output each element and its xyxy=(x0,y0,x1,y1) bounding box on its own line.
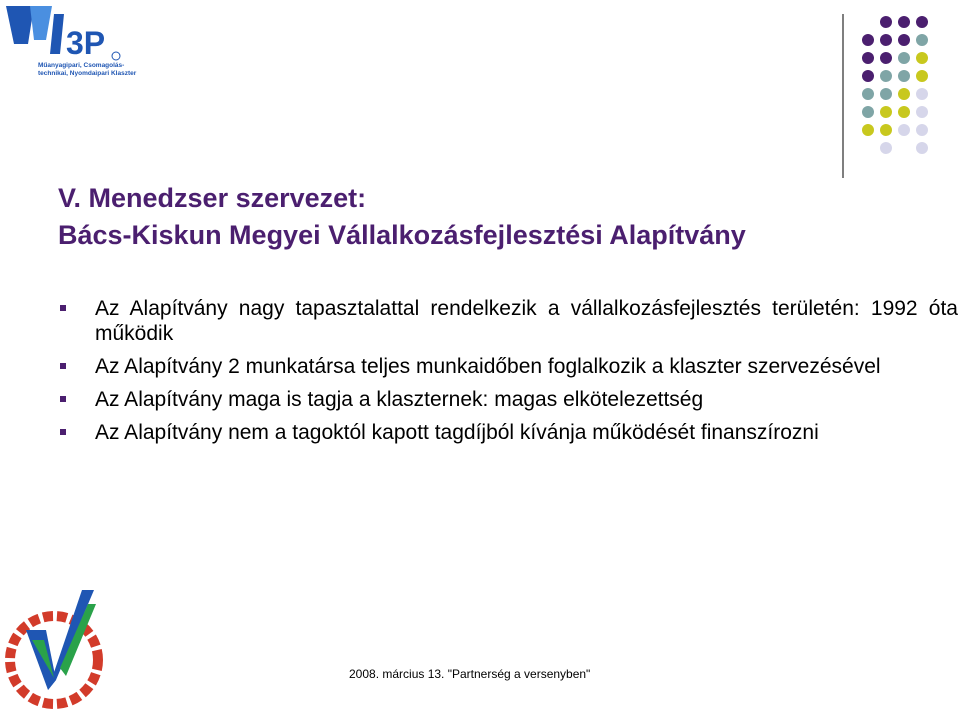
decorative-dot xyxy=(898,106,910,118)
decorative-dot xyxy=(880,70,892,82)
decorative-dot xyxy=(862,88,874,100)
bullet-square-icon xyxy=(60,429,66,435)
cluster-logo xyxy=(4,4,144,88)
decorative-dot-grid xyxy=(856,12,956,162)
decorative-dot xyxy=(916,16,928,28)
decorative-dot xyxy=(898,16,910,28)
decorative-dot xyxy=(880,88,892,100)
vallalkozoi-kozpont-logo xyxy=(4,580,104,720)
decorative-dot xyxy=(880,124,892,136)
list-item: Az Alapítvány nem a tagoktól kapott tagdíjból kívánja működését finanszírozni xyxy=(60,420,958,445)
bullet-square-icon xyxy=(60,363,66,369)
decorative-dot xyxy=(880,106,892,118)
brand-tagline: Műanyagipari, Csomagolás-technikai, Nyomdaipari Klaszter xyxy=(38,62,137,77)
title-line-1: V. Menedzser szervezet: xyxy=(58,183,367,213)
decorative-dot xyxy=(862,34,874,46)
bullet-square-icon xyxy=(60,305,66,311)
decorative-dot xyxy=(916,34,928,46)
bullet-square-icon xyxy=(60,396,66,402)
decorative-dot xyxy=(898,70,910,82)
footer-text: 2008. március 13. "Partnerség a versenyben" xyxy=(349,667,591,681)
decorative-dot xyxy=(916,70,928,82)
decorative-dot xyxy=(880,142,892,154)
brand-text: 3P xyxy=(66,25,106,61)
decorative-dot xyxy=(898,88,910,100)
decorative-dot xyxy=(916,106,928,118)
decorative-dot xyxy=(880,16,892,28)
decorative-dot xyxy=(862,124,874,136)
title-line-2: Bács-Kiskun Megyei Vállalkozásfejlesztési Alapítvány xyxy=(58,220,746,250)
vertical-divider xyxy=(842,14,844,178)
bullet-list xyxy=(60,296,958,453)
decorative-dot xyxy=(916,124,928,136)
decorative-dot xyxy=(862,106,874,118)
decorative-dot xyxy=(916,142,928,154)
list-item: Az Alapítvány maga is tagja a klaszternek: magas elkötelezettség xyxy=(60,387,958,412)
decorative-dot xyxy=(862,52,874,64)
list-item: Az Alapítvány 2 munkatársa teljes munkaidőben foglalkozik a klaszter szervezésével xyxy=(60,354,958,379)
decorative-dot xyxy=(880,34,892,46)
decorative-dot xyxy=(916,52,928,64)
decorative-dot xyxy=(880,52,892,64)
list-item: Az Alapítvány nagy tapasztalattal rendelkezik a vállalkozásfejlesztés területén: 1992 óta működik xyxy=(60,296,958,346)
page-title xyxy=(58,180,746,254)
decorative-dot xyxy=(862,70,874,82)
decorative-dot xyxy=(916,88,928,100)
decorative-dot xyxy=(898,52,910,64)
decorative-dot xyxy=(898,34,910,46)
decorative-dot xyxy=(898,124,910,136)
